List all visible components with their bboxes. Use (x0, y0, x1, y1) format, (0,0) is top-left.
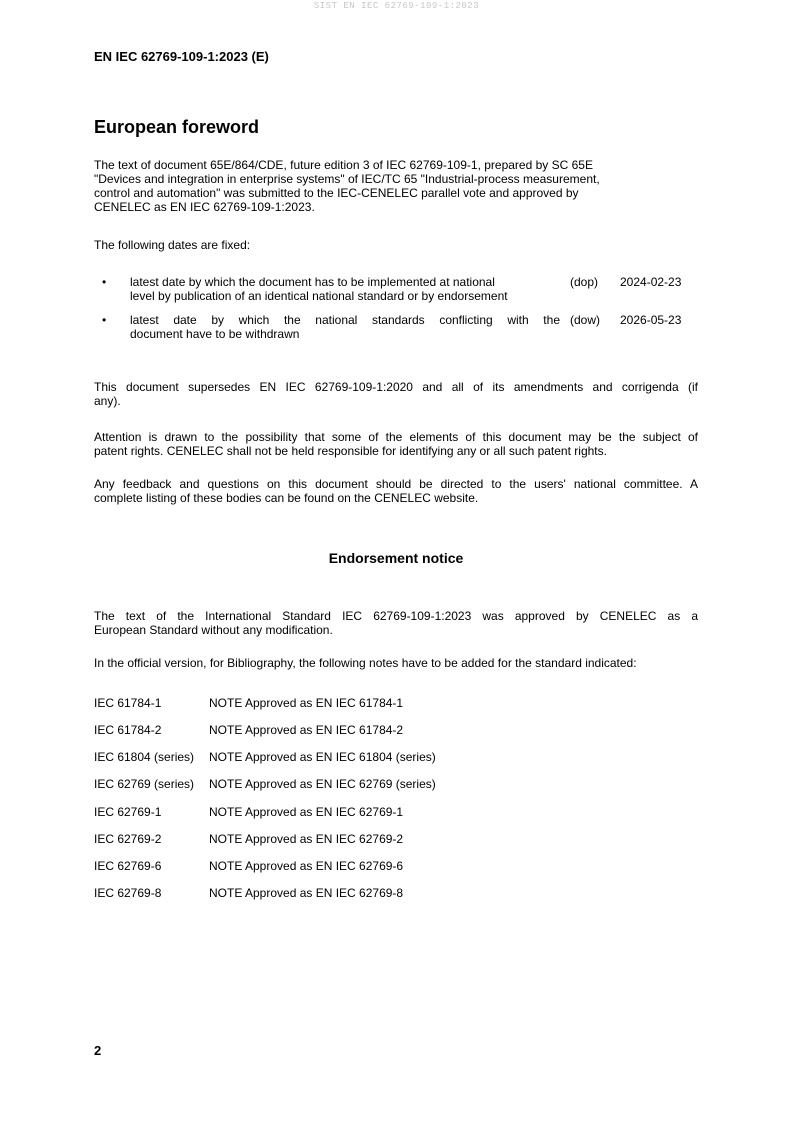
note-standard: IEC 62769-8 (94, 886, 162, 900)
watermark: SIST EN IEC 62769-109-1:2023 (313, 1, 480, 11)
endorsement-line: European Standard without any modification. (94, 623, 333, 637)
note-standard: IEC 61784-2 (94, 723, 162, 737)
date-item-date: 2026-05-23 (620, 313, 682, 327)
note-standard: IEC 61804 (series) (94, 750, 195, 764)
feedback-line: complete listing of these bodies can be found on the CENELEC website. (94, 491, 479, 505)
endorsement-line: The text of the International Standard IEC 62769-109-1:2023 was approved by CENELEC as a (94, 609, 698, 623)
date-item-date: 2024-02-23 (620, 275, 682, 289)
date-item-text-line: level by publication of an identical national standard or by endorsement (130, 289, 508, 303)
note-text: NOTE Approved as EN IEC 61804 (series) (209, 750, 436, 764)
bullet-icon: • (102, 275, 107, 289)
date-item-dow (94, 313, 698, 343)
date-item-abbr: (dop) (570, 275, 599, 289)
note-standard: IEC 62769 (series) (94, 777, 195, 791)
foreword-intro-line: The text of document 65E/864/CDE, future edition 3 of IEC 62769-109-1, prepared by SC 65E (94, 158, 593, 172)
note-text: NOTE Approved as EN IEC 62769-6 (209, 859, 404, 873)
date-item-text-line: document have to be withdrawn (130, 327, 300, 341)
note-standard: IEC 62769-1 (94, 805, 162, 819)
patent-line: Attention is drawn to the possibility that some of the elements of this document may be the subject of (94, 430, 698, 444)
date-item-dop (94, 275, 698, 305)
note-text: NOTE Approved as EN IEC 62769-8 (209, 886, 404, 900)
note-text: NOTE Approved as EN IEC 62769 (series) (209, 777, 436, 791)
dates-intro: The following dates are fixed: (94, 238, 251, 252)
page-number: 2 (94, 1043, 102, 1058)
note-text: NOTE Approved as EN IEC 61784-1 (209, 696, 404, 710)
date-item-text-line: latest date by which the national standards conflicting with the (130, 313, 560, 327)
date-item-description (130, 313, 560, 341)
date-item-abbr: (dow) (570, 313, 601, 327)
note-text: NOTE Approved as EN IEC 62769-2 (209, 832, 404, 846)
feedback-paragraph (94, 477, 698, 505)
supersedes-paragraph (94, 380, 698, 408)
document-id: EN IEC 62769-109-1:2023 (E) (94, 49, 269, 64)
note-standard: IEC 62769-6 (94, 859, 162, 873)
patent-paragraph (94, 430, 698, 458)
patent-line: patent rights. CENELEC shall not be held responsible for identifying any or all such patent rights. (94, 444, 607, 458)
bibliography-intro: In the official version, for Bibliography, the following notes have to be added for the standard indicated: (94, 656, 637, 670)
date-item-description (130, 275, 560, 303)
date-item-text-line: latest date by which the document has to be implemented at national (130, 275, 495, 289)
note-text: NOTE Approved as EN IEC 62769-1 (209, 805, 404, 819)
note-text: NOTE Approved as EN IEC 61784-2 (209, 723, 404, 737)
feedback-line: Any feedback and questions on this document should be directed to the users' national committee. A (94, 477, 698, 491)
note-standard: IEC 62769-2 (94, 832, 162, 846)
note-standard: IEC 61784-1 (94, 696, 162, 710)
bullet-icon: • (102, 313, 107, 327)
endorsement-title: Endorsement notice (328, 550, 464, 566)
foreword-intro-line: "Devices and integration in enterprise systems" of IEC/TC 65 "Industrial-process measurement, (94, 172, 600, 186)
endorsement-paragraph (94, 609, 698, 637)
foreword-intro-line: control and automation" was submitted to the IEC-CENELEC parallel vote and approved by (94, 186, 579, 200)
supersedes-line: any). (94, 394, 121, 408)
foreword-intro-line: CENELEC as EN IEC 62769-109-1:2023. (94, 200, 315, 214)
foreword-intro-paragraph (94, 158, 698, 214)
foreword-title: European foreword (94, 117, 260, 137)
supersedes-line: This document supersedes EN IEC 62769-109-1:2020 and all of its amendments and corrigenda (if (94, 380, 698, 394)
